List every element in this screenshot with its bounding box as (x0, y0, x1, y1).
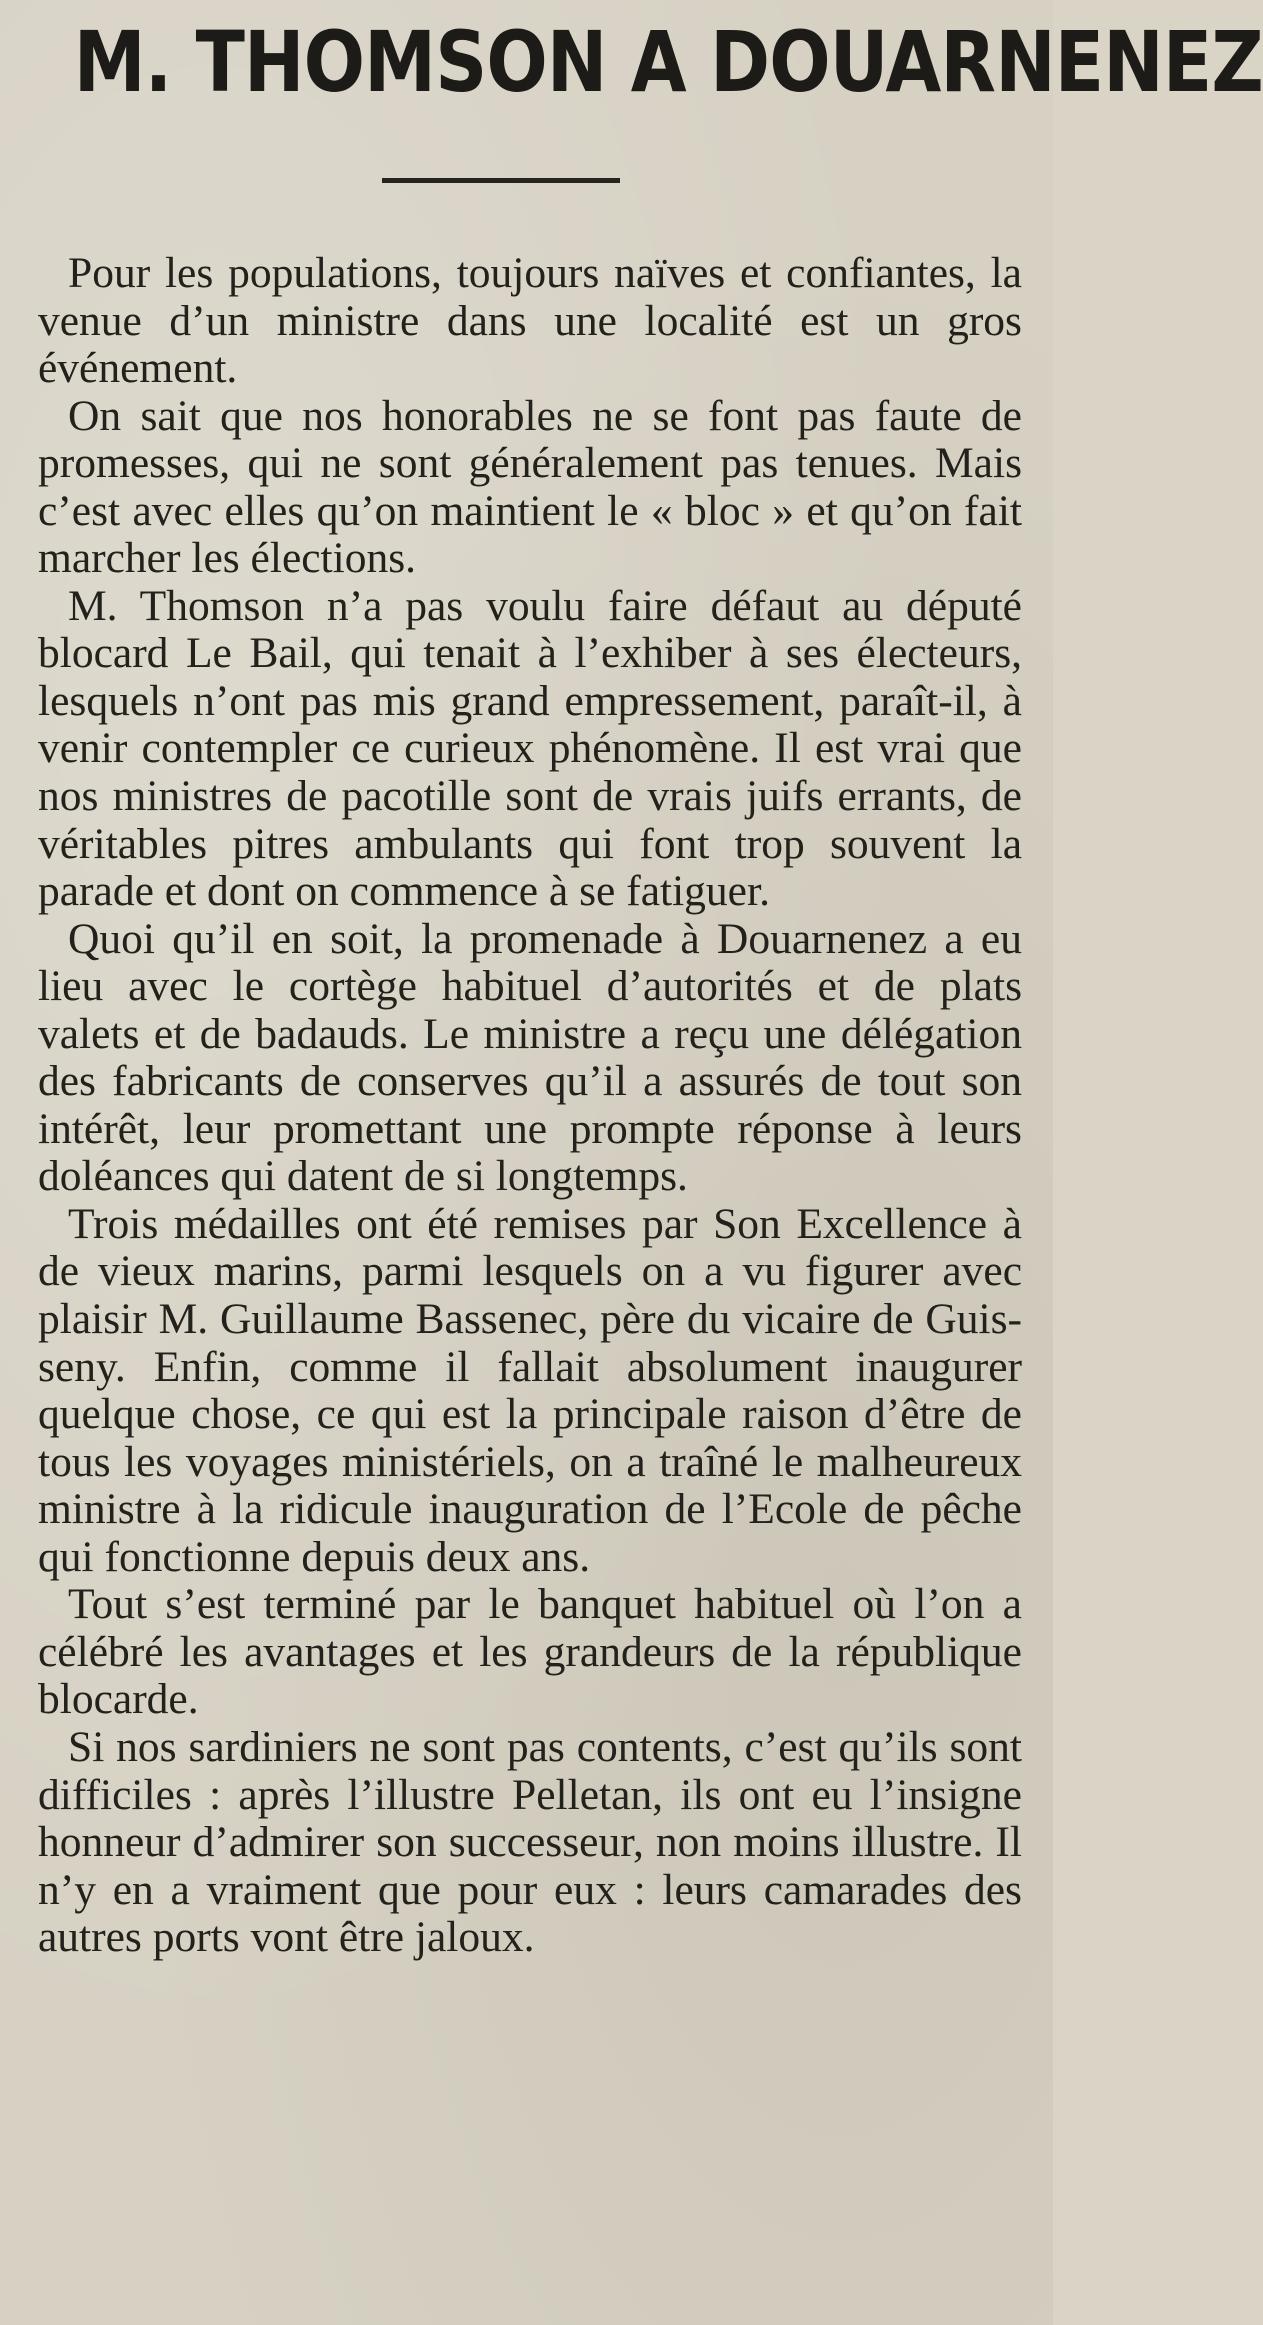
article-headline: M. THOMSON A DOUARNENEZ (73, 13, 1263, 111)
paragraph: Quoi qu’il en soit, la promenade à Douarnenez a eu lieu avec le cortège habituel d’autorités et de plats valets et de badauds. Le ministre a reçu une délégation des fabricants de conserves qu’il a assurés de tout son intérêt, leur promettant une prompte réponse à leurs doléances qui datent de si longtemps. (38, 914, 1022, 1201)
paragraph: M. Thomson n’a pas voulu faire défaut au député blocard Le Bail, qui tenait à l’exhiber à ses électeurs, lesquels n’ont pas mis grand empressement, paraît-il, à venir contempler ce curieux phénomène. Il est vrai que nos ministres de pacotille sont de vrais juifs errants, de véritables pitres ambulants qui font trop souvent la parade et dont on commence à se fatiguer. (38, 581, 1022, 916)
paragraph: On sait que nos honorables ne se font pas faute de promesses, qui ne sont généralement pas tenues. Mais c’est avec elles qu’on maintient le « bloc » et qu’on fait marcher les élections. (38, 391, 1022, 583)
paragraph: Tout s’est terminé par le banquet habituel où l’on a célébré les avantages et les grandeurs de la république blocarde. (38, 1580, 1022, 1724)
paragraph: Trois médailles ont été remises par Son Excellence à de vieux marins, parmi lesquels on a vu figurer avec plaisir M. Guillaume Bassenec, père du vicaire de Guisseny. Enfin, comme il fallait absolument inaugurer quelque chose, ce qui est la principale raison d’être de tous les voyages ministériels, on a traîné le malheureux ministre à la ridicule inauguration de l’Ecole de pêche qui fonctionne depuis deux ans. (38, 1199, 1022, 1581)
paragraph: Si nos sardiniers ne sont pas contents, c’est qu’ils sont difficiles : après l’illustre Pelletan, ils ont eu l’insigne honneur d’admirer son successeur, non moins illustre. Il n’y en a vraiment que pour eux : leurs camarades des autres ports vont être jaloux. (38, 1722, 1022, 1962)
headline-rule (382, 178, 620, 183)
article-body (38, 250, 1022, 1962)
paragraph: Pour les populations, toujours naïves et confiantes, la venue d’un ministre dans une localité est un gros événement. (38, 249, 1022, 393)
